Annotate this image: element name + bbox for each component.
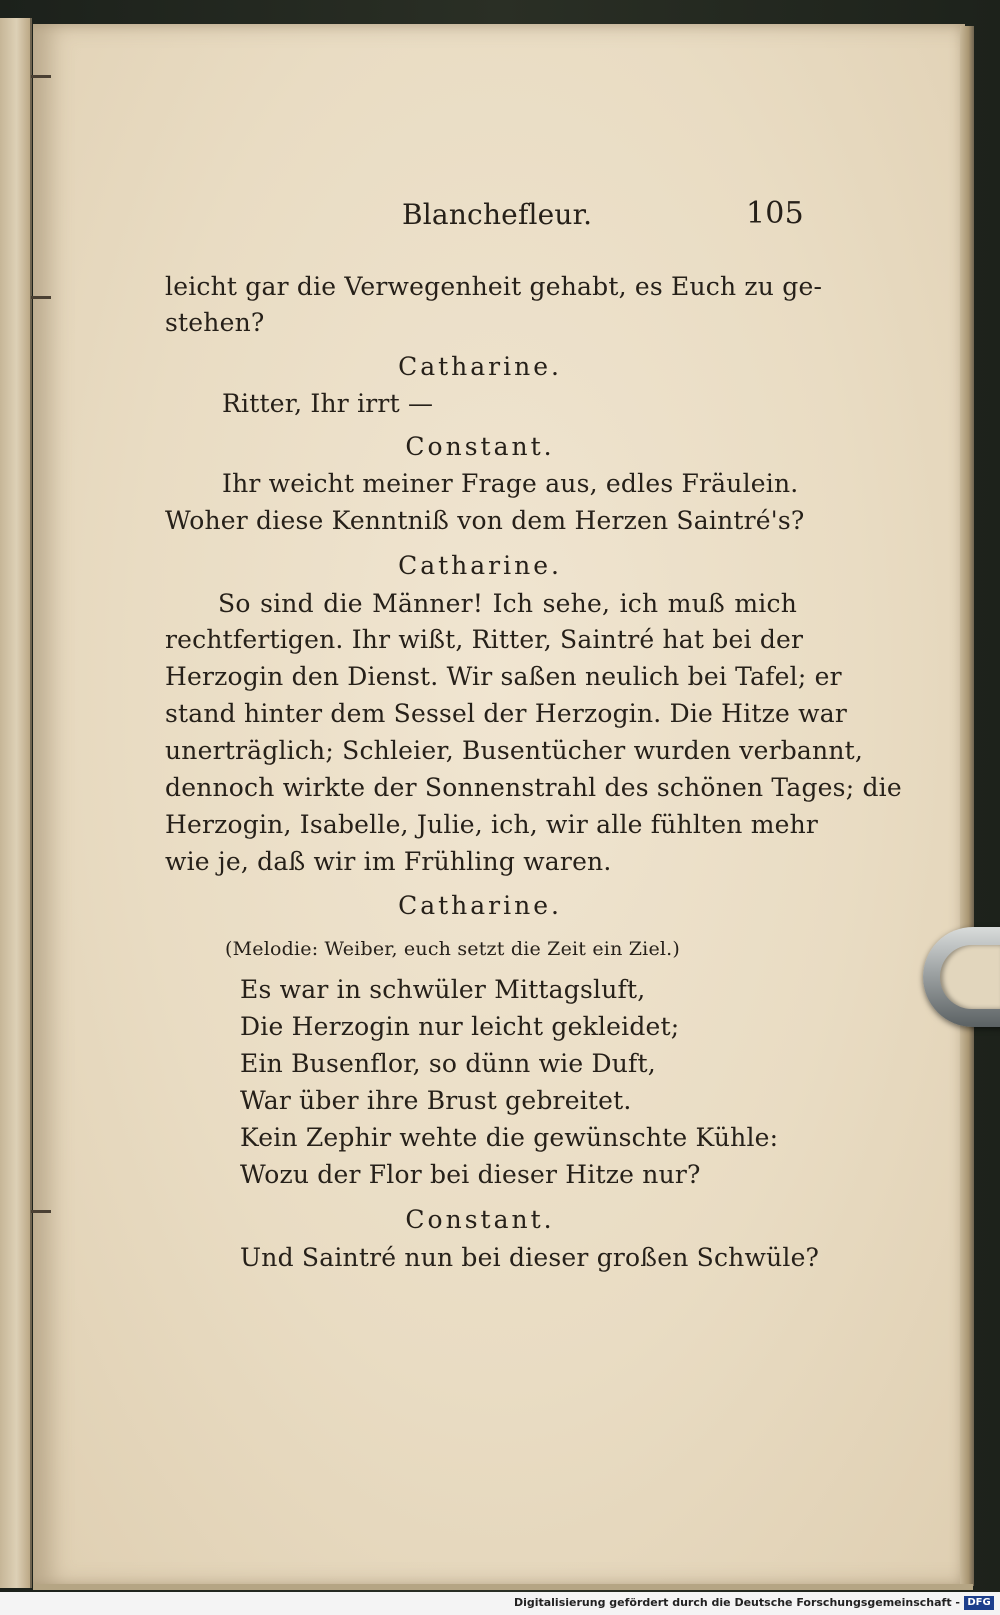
page-clip-inner bbox=[940, 945, 1000, 1009]
verse-line: Ein Busenflor, so dünn wie Duft, bbox=[240, 1049, 656, 1078]
binding-thread bbox=[31, 296, 51, 299]
speaker-name: Catharine. bbox=[398, 891, 562, 920]
text-line: Herzogin, Isabelle, Julie, ich, wir alle fühlten mehr bbox=[165, 810, 819, 839]
text-line: leicht gar die Verwegenheit gehabt, es Euch zu ge- bbox=[165, 272, 823, 301]
text-line: Herzogin den Dienst. Wir saßen neulich bei Tafel; er bbox=[165, 662, 842, 691]
speaker-name: Catharine. bbox=[398, 551, 562, 580]
running-title: Blanchefleur. bbox=[402, 198, 593, 231]
text-line: rechtfertigen. Ihr wißt, Ritter, Saintré hat bei der bbox=[165, 625, 804, 654]
verse-line: Es war in schwüler Mittagsluft, bbox=[240, 975, 646, 1004]
binding-thread bbox=[31, 75, 51, 78]
text-line: dennoch wirkte der Sonnenstrahl des schönen Tages; die bbox=[165, 773, 902, 802]
text-line: Woher diese Kenntniß von dem Herzen Saintré's? bbox=[165, 506, 805, 535]
speaker-name: Constant. bbox=[405, 432, 555, 461]
verse-line: Und Saintré nun bei dieser großen Schwüle? bbox=[240, 1243, 820, 1272]
verse-line: Wozu der Flor bei dieser Hitze nur? bbox=[240, 1160, 701, 1189]
text-line: Ihr weicht meiner Frage aus, edles Fräulein. bbox=[222, 469, 799, 498]
bottom-page-edge bbox=[33, 1584, 973, 1590]
text-line: Ritter, Ihr irrt — bbox=[222, 389, 434, 418]
text-line: stehen? bbox=[165, 308, 265, 337]
text-line: wie je, daß wir im Frühling waren. bbox=[165, 847, 612, 876]
speaker-name: Catharine. bbox=[398, 352, 562, 381]
footer-credit: Digitalisierung gefördert durch die Deutsche Forschungsgemeinschaft - bbox=[513, 1596, 960, 1609]
right-page-edge bbox=[960, 26, 974, 1586]
melody-note: (Melodie: Weiber, euch setzt die Zeit ein Ziel.) bbox=[225, 938, 681, 960]
left-page-edge bbox=[0, 18, 32, 1588]
verse-line: War über ihre Brust gebreitet. bbox=[240, 1086, 632, 1115]
verse-line: Kein Zephir wehte die gewünschte Kühle: bbox=[240, 1123, 779, 1152]
verse-line: Die Herzogin nur leicht gekleidet; bbox=[240, 1012, 680, 1041]
page-number: 105 bbox=[746, 196, 804, 231]
text-line: So sind die Männer! Ich sehe, ich muß mich bbox=[218, 589, 797, 618]
text-line: stand hinter dem Sessel der Herzogin. Die Hitze war bbox=[165, 699, 847, 728]
text-line: unerträglich; Schleier, Busentücher wurden verbannt, bbox=[165, 736, 864, 765]
book-page bbox=[33, 24, 965, 1586]
binding-thread bbox=[31, 1210, 51, 1213]
dfg-logo: DFG bbox=[964, 1596, 994, 1610]
speaker-name: Constant. bbox=[405, 1205, 555, 1234]
